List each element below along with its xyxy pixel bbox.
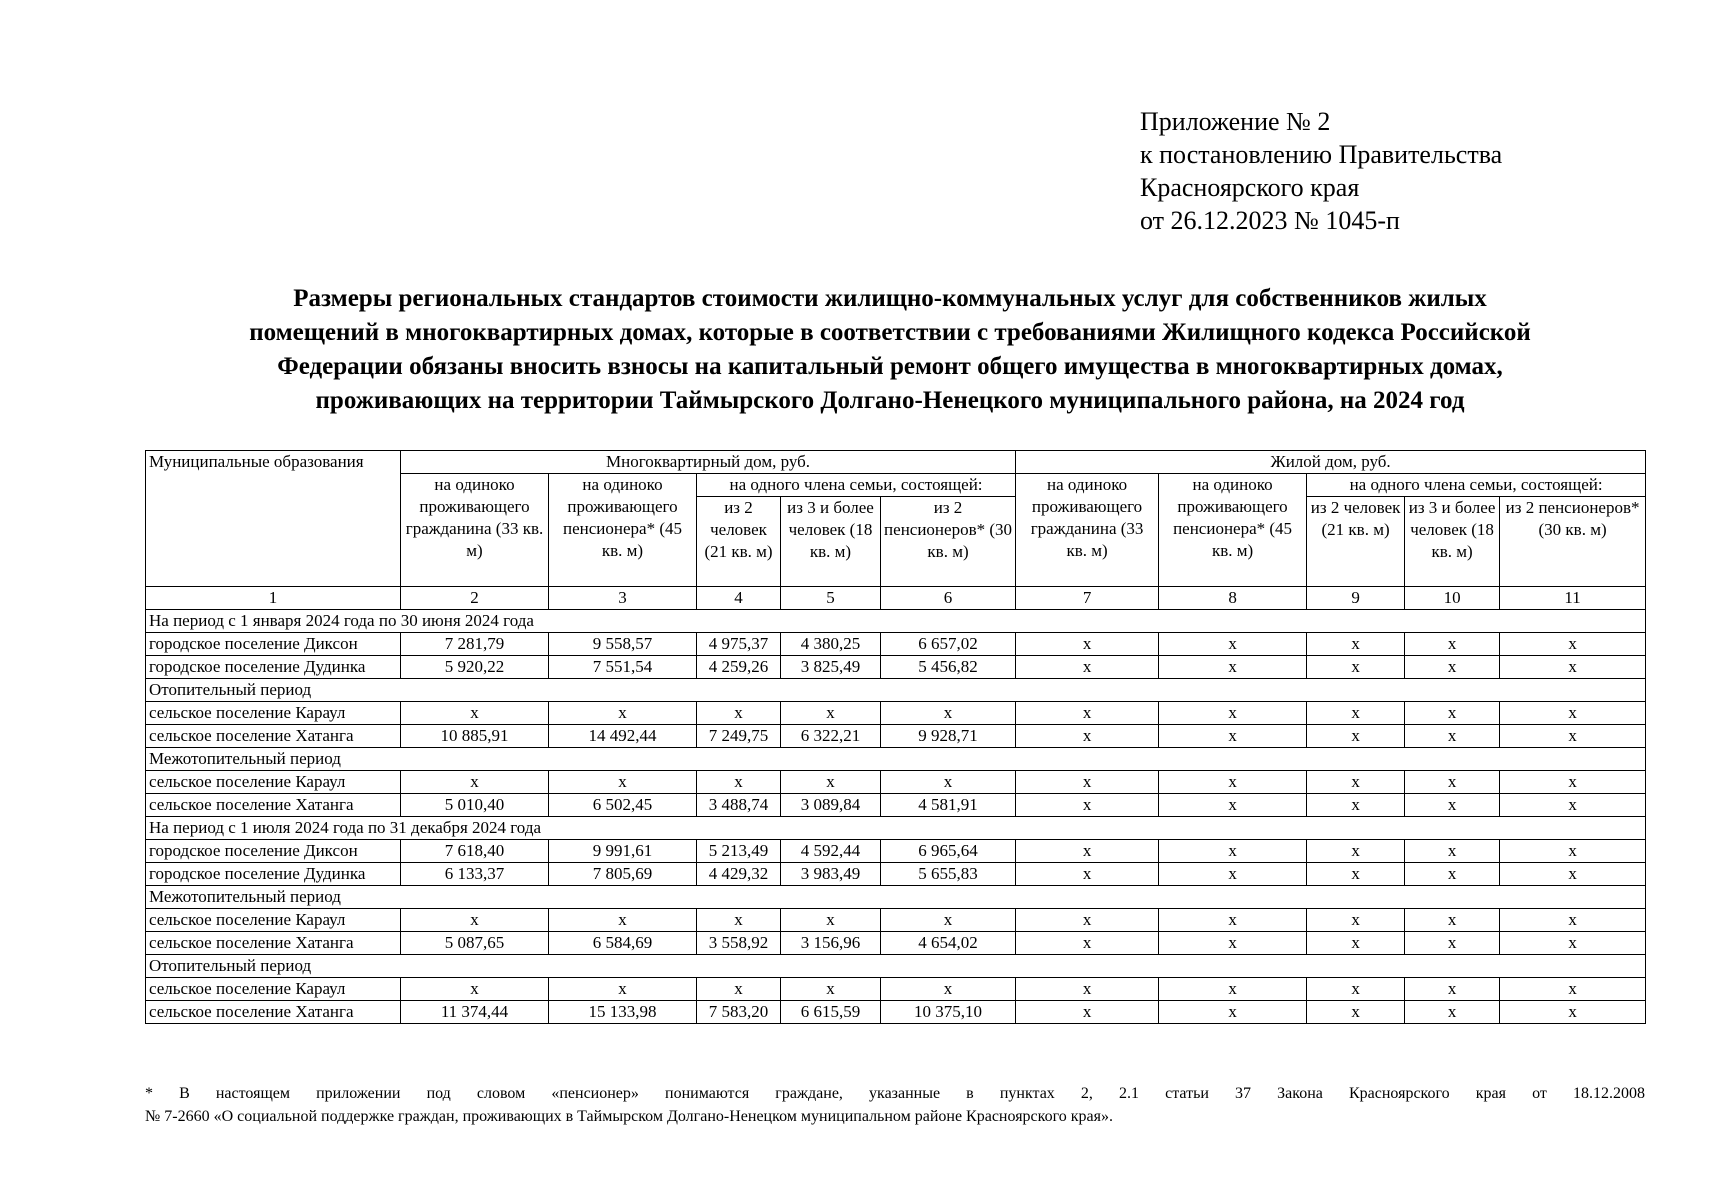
- value-cell: x: [1016, 840, 1159, 863]
- value-cell: x: [1405, 932, 1500, 955]
- value-cell: x: [881, 909, 1016, 932]
- value-cell: x: [1159, 771, 1307, 794]
- header-house: Жилой дом, руб.: [1016, 451, 1646, 474]
- value-cell: 3 558,92: [697, 932, 781, 955]
- header-single-citizen: на одиноко проживающего гражданина (33 кв. м): [401, 474, 549, 587]
- column-number: 5: [781, 587, 881, 610]
- value-cell: x: [1159, 725, 1307, 748]
- value-cell: 9 558,57: [549, 633, 697, 656]
- header-two-persons: из 2 человек (21 кв. м): [697, 497, 781, 587]
- column-number: 8: [1159, 587, 1307, 610]
- table-body: [146, 610, 1646, 1024]
- column-number: 9: [1307, 587, 1405, 610]
- value-cell: x: [1405, 909, 1500, 932]
- value-cell: x: [549, 771, 697, 794]
- table-row: [146, 932, 1646, 955]
- value-cell: x: [1016, 863, 1159, 886]
- section-row: [146, 817, 1646, 840]
- municipality-name: сельское поселение Караул: [146, 909, 401, 932]
- value-cell: x: [1500, 771, 1646, 794]
- value-cell: x: [1016, 656, 1159, 679]
- section-row: [146, 610, 1646, 633]
- header-two-pensioners: из 2 пенсионеров* (30 кв. м): [1500, 497, 1646, 587]
- value-cell: x: [401, 909, 549, 932]
- value-cell: x: [1405, 863, 1500, 886]
- footnote: [145, 1082, 1645, 1128]
- value-cell: x: [881, 702, 1016, 725]
- value-cell: x: [1159, 909, 1307, 932]
- value-cell: 5 010,40: [401, 794, 549, 817]
- value-cell: x: [881, 771, 1016, 794]
- header-family-member: на одного члена семьи, состоящей:: [697, 474, 1016, 497]
- value-cell: 6 322,21: [781, 725, 881, 748]
- value-cell: 15 133,98: [549, 1001, 697, 1024]
- value-cell: x: [1307, 909, 1405, 932]
- value-cell: x: [1405, 840, 1500, 863]
- value-cell: 7 281,79: [401, 633, 549, 656]
- header-three-plus: из 3 и более человек (18 кв. м): [781, 497, 881, 587]
- value-cell: x: [1405, 633, 1500, 656]
- header-two-pensioners: из 2 пенсионеров* (30 кв. м): [881, 497, 1016, 587]
- header-two-persons: из 2 человек (21 кв. м): [1307, 497, 1405, 587]
- value-cell: x: [549, 702, 697, 725]
- municipality-name: сельское поселение Хатанга: [146, 794, 401, 817]
- value-cell: 5 456,82: [881, 656, 1016, 679]
- value-cell: x: [1307, 656, 1405, 679]
- value-cell: x: [1159, 633, 1307, 656]
- value-cell: x: [401, 978, 549, 1001]
- municipality-name: городское поселение Дудинка: [146, 656, 401, 679]
- table-row: [146, 794, 1646, 817]
- value-cell: x: [1500, 863, 1646, 886]
- section-title: Отопительный период: [146, 679, 1646, 702]
- value-cell: 4 259,26: [697, 656, 781, 679]
- value-cell: x: [1307, 725, 1405, 748]
- table-row: [146, 771, 1646, 794]
- footnote-line: № 7-2660 «О социальной поддержке граждан, проживающих в Таймырском Долгано-Ненецком муниципальном районе Красноярского края».: [145, 1108, 1114, 1125]
- value-cell: x: [781, 771, 881, 794]
- value-cell: 7 583,20: [697, 1001, 781, 1024]
- value-cell: 5 920,22: [401, 656, 549, 679]
- value-cell: x: [1500, 656, 1646, 679]
- footnote-line: * В настоящем приложении под словом «пенсионер» понимаются граждане, указанные в пунктах 2, 2.1 статьи 37 Закона Красноярского края от 18.12.2008: [145, 1085, 1645, 1102]
- value-cell: x: [1500, 725, 1646, 748]
- appendix-region: Красноярского края: [1140, 173, 1360, 202]
- value-cell: 3 089,84: [781, 794, 881, 817]
- value-cell: x: [697, 702, 781, 725]
- value-cell: x: [1307, 1001, 1405, 1024]
- value-cell: x: [1307, 702, 1405, 725]
- value-cell: 4 592,44: [781, 840, 881, 863]
- value-cell: x: [1016, 1001, 1159, 1024]
- table-row: [146, 909, 1646, 932]
- value-cell: x: [781, 702, 881, 725]
- column-number: 4: [697, 587, 781, 610]
- column-number: 1: [146, 587, 401, 610]
- municipality-name: сельское поселение Караул: [146, 978, 401, 1001]
- value-cell: 4 429,32: [697, 863, 781, 886]
- section-title: Межотопительный период: [146, 886, 1646, 909]
- value-cell: x: [881, 978, 1016, 1001]
- title-line: Федерации обязаны вносить взносы на капитальный ремонт общего имущества в многоквартирных домах,: [277, 353, 1503, 380]
- value-cell: 14 492,44: [549, 725, 697, 748]
- value-cell: x: [1159, 863, 1307, 886]
- document-title: [140, 282, 1640, 418]
- value-cell: 4 581,91: [881, 794, 1016, 817]
- column-number: 10: [1405, 587, 1500, 610]
- appendix-date: от 26.12.2023 № 1045-п: [1140, 206, 1400, 235]
- value-cell: x: [549, 978, 697, 1001]
- value-cell: x: [549, 909, 697, 932]
- value-cell: 4 380,25: [781, 633, 881, 656]
- value-cell: 3 156,96: [781, 932, 881, 955]
- value-cell: 7 618,40: [401, 840, 549, 863]
- value-cell: x: [1159, 1001, 1307, 1024]
- title-line: Размеры региональных стандартов стоимости жилищно-коммунальных услуг для собственников жилых: [293, 285, 1487, 312]
- column-number: 7: [1016, 587, 1159, 610]
- value-cell: x: [1500, 909, 1646, 932]
- title-line: проживающих на территории Таймырского Долгано-Ненецкого муниципального района, на 2024 год: [315, 387, 1465, 414]
- value-cell: x: [1016, 794, 1159, 817]
- section-row: [146, 955, 1646, 978]
- value-cell: x: [1016, 702, 1159, 725]
- value-cell: x: [1016, 771, 1159, 794]
- value-cell: 10 885,91: [401, 725, 549, 748]
- column-number: 2: [401, 587, 549, 610]
- value-cell: x: [1016, 725, 1159, 748]
- header-single-pensioner: на одиноко проживающего пенсионера* (45 кв. м): [549, 474, 697, 587]
- value-cell: x: [1016, 633, 1159, 656]
- value-cell: 7 249,75: [697, 725, 781, 748]
- section-title: Отопительный период: [146, 955, 1646, 978]
- value-cell: x: [1500, 840, 1646, 863]
- value-cell: x: [781, 978, 881, 1001]
- value-cell: x: [1500, 794, 1646, 817]
- value-cell: x: [1500, 932, 1646, 955]
- value-cell: 10 375,10: [881, 1001, 1016, 1024]
- value-cell: x: [697, 909, 781, 932]
- value-cell: 6 584,69: [549, 932, 697, 955]
- value-cell: x: [1500, 1001, 1646, 1024]
- section-row: [146, 886, 1646, 909]
- value-cell: x: [1159, 840, 1307, 863]
- column-number: 11: [1500, 587, 1646, 610]
- value-cell: 6 965,64: [881, 840, 1016, 863]
- value-cell: 5 087,65: [401, 932, 549, 955]
- section-title: На период с 1 января 2024 года по 30 июня 2024 года: [146, 610, 1646, 633]
- value-cell: 6 133,37: [401, 863, 549, 886]
- value-cell: x: [1159, 656, 1307, 679]
- table-row: [146, 702, 1646, 725]
- header-apartment: Многоквартирный дом, руб.: [401, 451, 1016, 474]
- header-single-pensioner: на одиноко проживающего пенсионера* (45 кв. м): [1159, 474, 1307, 587]
- value-cell: x: [1159, 794, 1307, 817]
- table-row: [146, 863, 1646, 886]
- value-cell: x: [1307, 932, 1405, 955]
- municipality-name: сельское поселение Хатанга: [146, 725, 401, 748]
- value-cell: x: [1016, 978, 1159, 1001]
- value-cell: 4 975,37: [697, 633, 781, 656]
- value-cell: 6 615,59: [781, 1001, 881, 1024]
- title-line: помещений в многоквартирных домах, которые в соответствии с требованиями Жилищного кодекса Российской: [249, 319, 1531, 346]
- value-cell: x: [1307, 771, 1405, 794]
- value-cell: x: [1307, 840, 1405, 863]
- section-title: Межотопительный период: [146, 748, 1646, 771]
- value-cell: x: [1016, 909, 1159, 932]
- column-number: 3: [549, 587, 697, 610]
- value-cell: x: [1405, 794, 1500, 817]
- value-cell: x: [1405, 771, 1500, 794]
- value-cell: 3 983,49: [781, 863, 881, 886]
- table-row: [146, 840, 1646, 863]
- value-cell: x: [1159, 932, 1307, 955]
- value-cell: x: [1500, 978, 1646, 1001]
- municipality-name: городское поселение Дудинка: [146, 863, 401, 886]
- value-cell: x: [1307, 633, 1405, 656]
- header-family-member: на одного члена семьи, состоящей:: [1307, 474, 1646, 497]
- municipality-name: сельское поселение Хатанга: [146, 932, 401, 955]
- table-row: [146, 1001, 1646, 1024]
- column-number: 6: [881, 587, 1016, 610]
- value-cell: x: [697, 978, 781, 1001]
- table-row: [146, 633, 1646, 656]
- value-cell: 7 551,54: [549, 656, 697, 679]
- appendix-number: Приложение № 2: [1140, 107, 1331, 136]
- value-cell: 9 991,61: [549, 840, 697, 863]
- section-title: На период с 1 июля 2024 года по 31 декабря 2024 года: [146, 817, 1646, 840]
- value-cell: x: [1500, 633, 1646, 656]
- municipality-name: сельское поселение Караул: [146, 771, 401, 794]
- value-cell: 3 825,49: [781, 656, 881, 679]
- value-cell: x: [1405, 1001, 1500, 1024]
- value-cell: x: [781, 909, 881, 932]
- value-cell: x: [1307, 978, 1405, 1001]
- value-cell: x: [1159, 978, 1307, 1001]
- value-cell: x: [1307, 863, 1405, 886]
- value-cell: x: [1500, 702, 1646, 725]
- value-cell: 7 805,69: [549, 863, 697, 886]
- section-row: [146, 748, 1646, 771]
- standards-table: [145, 450, 1646, 1024]
- municipality-name: городское поселение Диксон: [146, 633, 401, 656]
- header-three-plus: из 3 и более человек (18 кв. м): [1405, 497, 1500, 587]
- value-cell: x: [697, 771, 781, 794]
- section-row: [146, 679, 1646, 702]
- value-cell: 6 657,02: [881, 633, 1016, 656]
- value-cell: 5 655,83: [881, 863, 1016, 886]
- value-cell: x: [1405, 725, 1500, 748]
- appendix-header: [1140, 105, 1502, 237]
- value-cell: x: [1405, 978, 1500, 1001]
- value-cell: x: [1307, 794, 1405, 817]
- municipality-name: сельское поселение Караул: [146, 702, 401, 725]
- municipality-name: городское поселение Диксон: [146, 840, 401, 863]
- table-row: [146, 656, 1646, 679]
- value-cell: 5 213,49: [697, 840, 781, 863]
- value-cell: x: [1405, 656, 1500, 679]
- table-row: [146, 725, 1646, 748]
- value-cell: x: [401, 702, 549, 725]
- header-single-citizen: на одиноко проживающего гражданина (33 кв. м): [1016, 474, 1159, 587]
- value-cell: x: [1016, 932, 1159, 955]
- column-numbers-row: [146, 587, 1646, 610]
- table-row: [146, 978, 1646, 1001]
- header-municipal: Муниципальные образования: [146, 451, 401, 587]
- value-cell: 4 654,02: [881, 932, 1016, 955]
- appendix-decree: к постановлению Правительства: [1140, 140, 1503, 169]
- value-cell: 6 502,45: [549, 794, 697, 817]
- municipality-name: сельское поселение Хатанга: [146, 1001, 401, 1024]
- value-cell: x: [401, 771, 549, 794]
- value-cell: 11 374,44: [401, 1001, 549, 1024]
- value-cell: 3 488,74: [697, 794, 781, 817]
- value-cell: 9 928,71: [881, 725, 1016, 748]
- value-cell: x: [1159, 702, 1307, 725]
- value-cell: x: [1405, 702, 1500, 725]
